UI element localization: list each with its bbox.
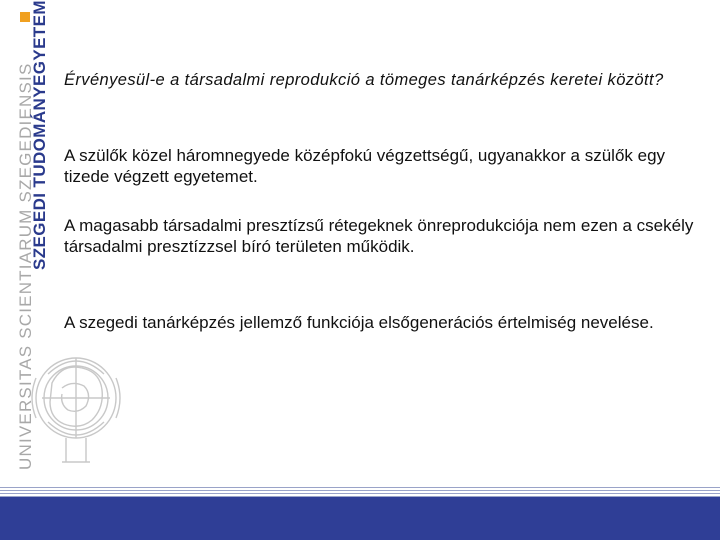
research-question: Érvényesül-e a társadalmi reprodukció a tömeges tanárképzés keretei között? (64, 71, 664, 89)
finding-prestige-reproduction: A magasabb társadalmi presztízsű rétegeknek önreprodukciója nem ezen a csekély társadalmi presztízzsel bíró területen működik. (64, 216, 694, 256)
footer-stripes (0, 487, 720, 497)
university-seal-icon (22, 338, 130, 468)
logo-square (20, 12, 30, 22)
university-name: SZEGEDI TUDOMÁNYEGYETEM (30, 0, 49, 270)
finding-first-generation: A szegedi tanárképzés jellemző funkciója elsőgenerációs értelmiség nevelése. (64, 313, 654, 332)
finding-parents-education: A szülők közel háromnegyede középfokú végzettségű, ugyanakkor a szülők egy tizede végzett egyetemet. (64, 146, 666, 186)
university-latin-name: UNIVERSITAS SCIENTIARUM SZEGEDIENSIS (16, 62, 35, 470)
footer-band (0, 497, 720, 540)
